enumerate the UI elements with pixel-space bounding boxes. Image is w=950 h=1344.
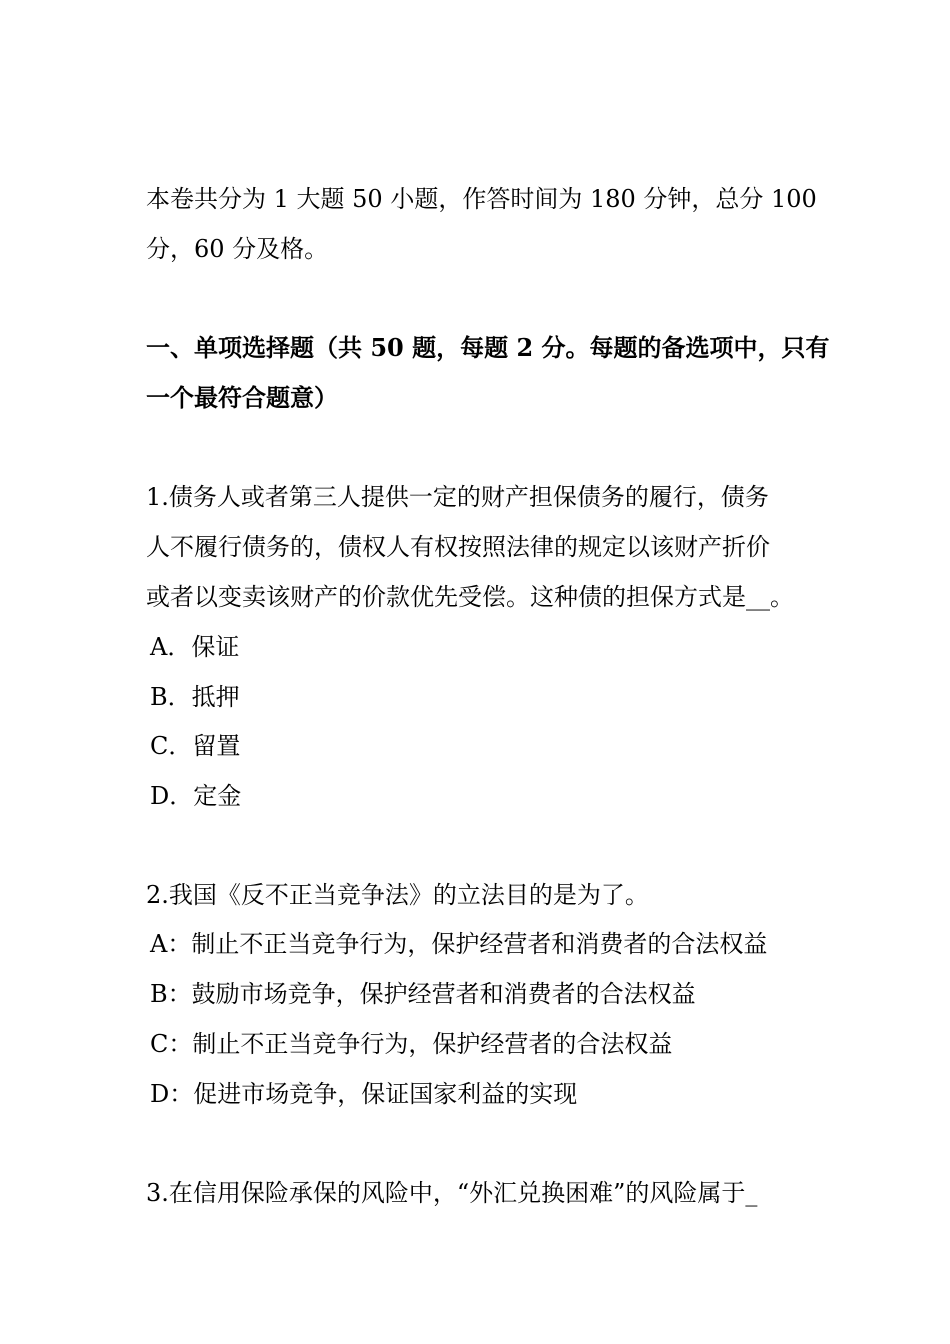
question-2-option-d: D：促进市场竞争，保证国家利益的实现 <box>150 1080 578 1108</box>
question-2-line-1: 2.我国《反不正当竞争法》的立法目的是为了。 <box>146 881 649 909</box>
section-heading-line-2: 一个最符合题意） <box>146 383 338 412</box>
question-3-line-1: 3.在信用保险承保的风险中，“外汇兑换困难”的风险属于_ <box>146 1179 758 1207</box>
section-heading-line-1: 一、单项选择题（共 50 题，每题 2 分。每题的备选项中，只有 <box>146 333 830 362</box>
question-1-option-a: A．保证 <box>150 633 240 661</box>
question-1-line-3: 或者以变卖该财产的价款优先受偿。这种债的担保方式是__。 <box>146 583 794 611</box>
question-2-option-a: A：制止不正当竞争行为，保护经营者和消费者的合法权益 <box>150 930 768 958</box>
question-2-option-c: C：制止不正当竞争行为，保护经营者的合法权益 <box>150 1030 673 1058</box>
question-1-option-b: B．抵押 <box>150 683 240 711</box>
question-1-option-c: C．留置 <box>150 732 241 760</box>
intro-line-2: 分，60 分及格。 <box>146 235 329 263</box>
question-1-option-d: D．定金 <box>150 782 242 810</box>
question-1-line-2: 人不履行债务的，债权人有权按照法律的规定以该财产折价 <box>146 533 770 561</box>
question-1-line-1: 1.债务人或者第三人提供一定的财产担保债务的履行，债务 <box>146 483 769 511</box>
question-2-option-b: B：鼓励市场竞争，保护经营者和消费者的合法权益 <box>150 980 696 1008</box>
intro-line-1: 本卷共分为 1 大题 50 小题，作答时间为 180 分钟，总分 100 <box>146 185 817 213</box>
